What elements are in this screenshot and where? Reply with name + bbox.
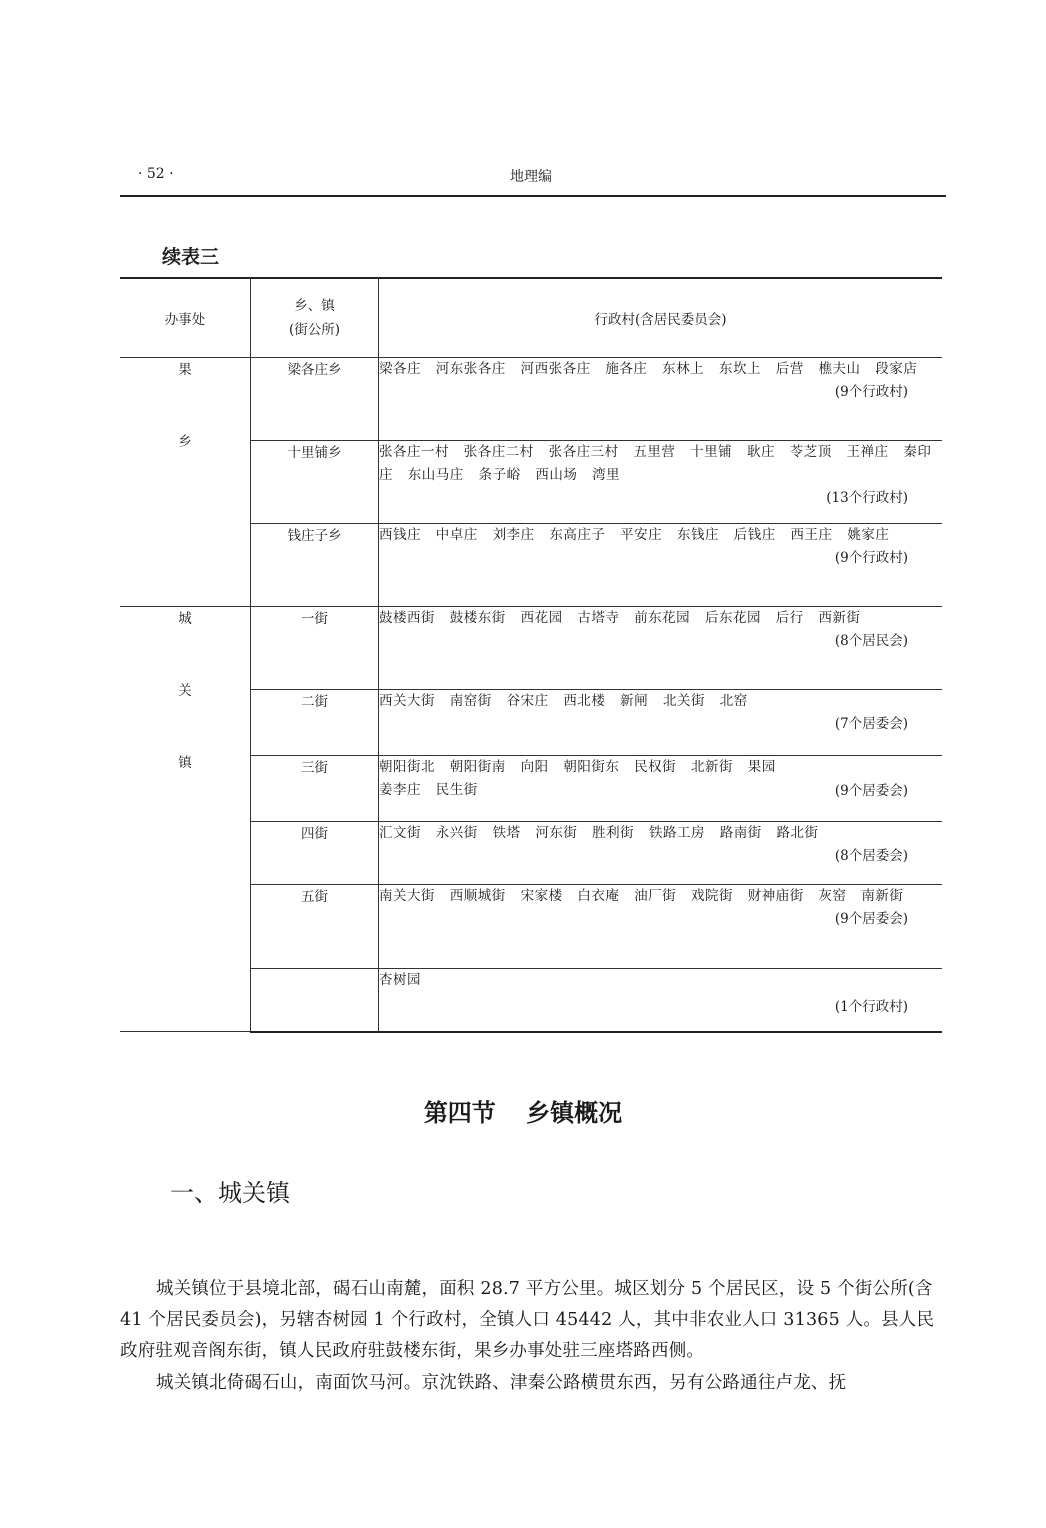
town-cell: 钱庄子乡: [251, 524, 379, 607]
town-cell: 二街: [251, 690, 379, 756]
villages-cell: [379, 524, 943, 607]
office-cell-chengguanzhen: 城 关 镇: [120, 607, 251, 1032]
villages-count: (9个居委会): [834, 783, 908, 799]
villages-cell: [379, 969, 943, 1032]
town-cell: 梁各庄乡: [251, 358, 379, 441]
page-header: [120, 160, 946, 198]
town-cell: 三街: [251, 756, 379, 822]
col-header-villages: 行政村(含居民委员会): [379, 278, 943, 358]
villages-list: 张各庄一村 张各庄二村 张各庄三村 五里营 十里铺 耿庄 苓芝顶 王禅庄 秦印庄 东山马庄 条子峪 西山场 湾里: [379, 444, 932, 483]
subsection-heading: 一、城关镇: [170, 1179, 290, 1207]
villages-list: 南关大街 西顺城街 宋家楼 白衣庵 油厂街 戏院街 财神庙街 灰窑 南新街: [379, 888, 904, 904]
villages-count: (9个行政村): [834, 384, 908, 400]
villages-cell: [379, 607, 943, 690]
villages-count: (7个居委会): [834, 716, 908, 732]
body-paragraph: 城关镇位于县境北部，碣石山南麓，面积 28.7 平方公里。城区划分 5 个居民区，设 5 个街公所(含 41 个居民委员会)，另辖杏树园 1 个行政村，全镇人口 45442 人，其中非农业人口 31365 人。县人民政府驻观音阁东街，镇人民政府驻鼓楼东街，果乡办事处驻三座塔路西侧。: [120, 1278, 935, 1361]
villages-cell: [379, 690, 943, 756]
villages-count: (9个行政村): [834, 550, 908, 566]
villages-cell: [379, 441, 943, 524]
town-cell: 五街: [251, 885, 379, 969]
town-cell: [251, 969, 379, 1032]
villages-count: (9个居委会): [834, 911, 908, 927]
villages-cell: [379, 822, 943, 885]
body-paragraph: 城关镇北倚碣石山，南面饮马河。京沈铁路、津秦公路横贯东西，另有公路通往卢龙、抚: [156, 1372, 847, 1393]
section-heading: 第四节 乡镇概况: [423, 1099, 623, 1127]
villages-count: (1个行政村): [834, 999, 908, 1015]
table-caption: 续表三: [162, 246, 220, 268]
table-row: [120, 358, 942, 441]
villages-list: 梁各庄 河东张各庄 河西张各庄 施各庄 东林上 东坎上 后营 樵夫山 段家店: [379, 361, 918, 377]
villages-cell: [379, 756, 943, 822]
col-header-town: 乡、镇 (街公所): [251, 278, 379, 358]
running-section-title: 地理编: [510, 169, 552, 185]
office-cell-guoxiang: 果 乡: [120, 358, 251, 607]
villages-list: 朝阳街北 朝阳街南 向阳 朝阳街东 民权街 北新街 果园 姜李庄 民生街: [379, 759, 776, 798]
page-number: · 52 ·: [138, 166, 174, 182]
villages-list: 西关大街 南窑街 谷宋庄 西北楼 新闸 北关街 北窑: [379, 693, 748, 709]
villages-list: 西钱庄 中卓庄 刘李庄 东高庄子 平安庄 东钱庄 后钱庄 西王庄 姚家庄: [379, 527, 890, 543]
villages-count: (13个行政村): [826, 490, 908, 506]
villages-list: 汇文街 永兴街 铁塔 河东街 胜利街 铁路工房 路南街 路北街: [379, 825, 819, 841]
town-cell: 一街: [251, 607, 379, 690]
table-row: [120, 607, 942, 690]
admin-divisions-table: [120, 277, 942, 1033]
table-header-row: [120, 278, 942, 358]
villages-count: (8个居民会): [834, 633, 908, 649]
villages-list: 杏树园: [379, 972, 421, 988]
header-rule: [120, 195, 946, 197]
town-cell: 四街: [251, 822, 379, 885]
villages-count: (8个居委会): [834, 848, 908, 864]
town-cell: 十里铺乡: [251, 441, 379, 524]
col-header-office: 办事处: [120, 278, 251, 358]
villages-list: 鼓楼西街 鼓楼东街 西花园 古塔寺 前东花园 后东花园 后行 西新街: [379, 610, 861, 626]
villages-cell: [379, 358, 943, 441]
villages-cell: [379, 885, 943, 969]
